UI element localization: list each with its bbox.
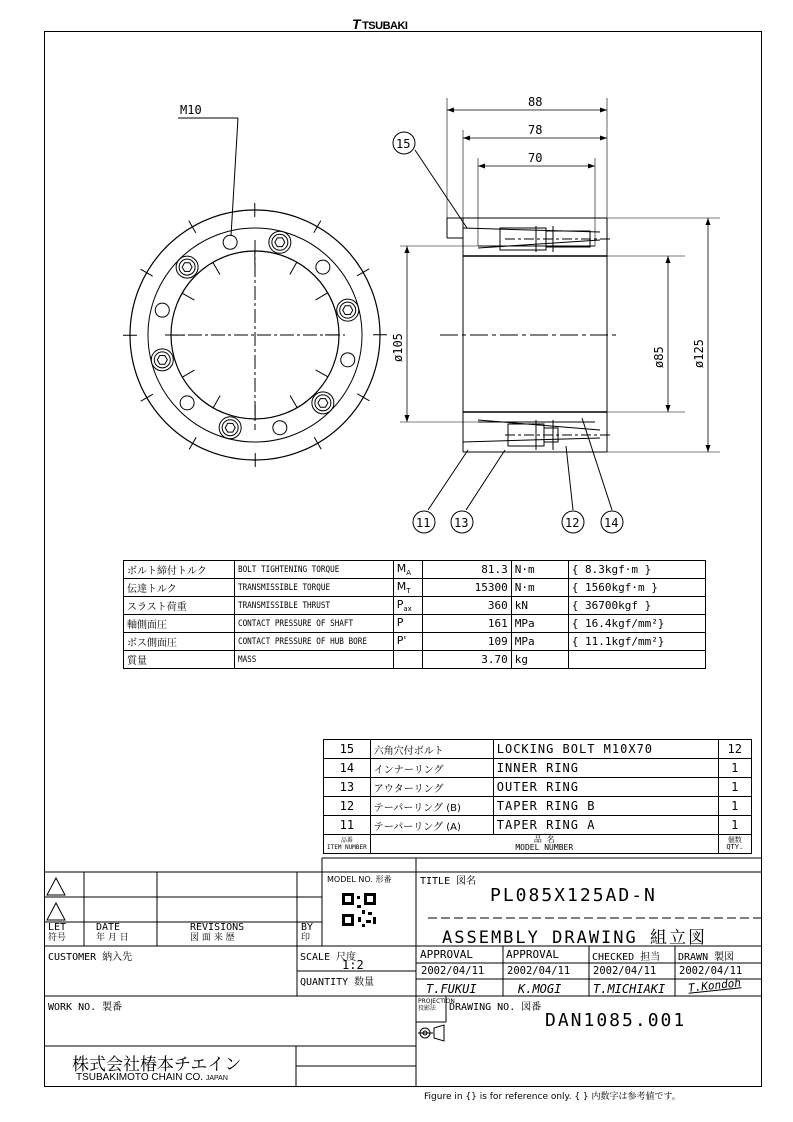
spec-jp-cell: スラスト荷重 — [124, 597, 235, 615]
company-name-en: TSUBAKIMOTO CHAIN CO. JAPAN — [76, 1072, 228, 1083]
front-view — [123, 118, 387, 467]
parts-en-cell: TAPER RING A — [493, 816, 718, 835]
title-label: TITLE 図名 — [420, 876, 477, 887]
spec-ref-cell — [568, 651, 705, 669]
projection-label: PROJECTION 投影法 — [418, 998, 455, 1012]
approval1-name: T.FUKUI — [426, 982, 477, 996]
checked-date: 2002/04/11 — [593, 965, 657, 977]
balloons — [393, 132, 623, 533]
spec-en-cell: BOLT TIGHTENING TORQUE — [235, 561, 370, 579]
approval2-label: APPROVAL — [506, 948, 559, 961]
radial-mark — [213, 262, 220, 274]
checked-label: CHECKED 担当 — [592, 952, 661, 963]
radial-mark — [316, 293, 328, 300]
dim-dia-105: ø105 — [391, 333, 405, 362]
spec-sym-cell: $M_T$ — [393, 579, 422, 597]
spec-val-cell: 15300 — [422, 579, 511, 597]
item-jp: 品番 — [340, 837, 353, 844]
radial-mark — [141, 269, 153, 276]
spec-row — [124, 597, 706, 615]
dim-dia-125: ø125 — [692, 339, 706, 368]
spec-sym-cell — [393, 651, 422, 669]
bolt-head-inner — [340, 302, 356, 318]
hex-socket — [182, 263, 192, 272]
tapped-hole — [341, 353, 355, 367]
radial-mark — [189, 437, 196, 449]
parts-qty-cell: 1 — [718, 778, 751, 797]
spec-val-cell: 81.3 — [422, 561, 511, 579]
radial-mark — [357, 394, 369, 401]
parts-no-cell: 12 — [324, 797, 371, 816]
spec-unit-cell: kN — [511, 597, 568, 615]
parts-jp-cell: テーパーリング (A) — [370, 816, 493, 835]
dim-dia-85: ø85 — [652, 346, 666, 368]
parts-en-cell: INNER RING — [493, 759, 718, 778]
parts-en-cell: TAPER RING B — [493, 797, 718, 816]
bolt-head-inner — [179, 259, 195, 275]
parts-header-row — [324, 835, 752, 854]
approval1-date: 2002/04/11 — [421, 965, 485, 977]
spec-unit-cell: N·m — [511, 561, 568, 579]
spec-sym-cell: $M_A$ — [393, 561, 422, 579]
parts-no-cell: 11 — [324, 816, 371, 835]
spec-ref-cell: { 16.4kgf/mm²} — [568, 615, 705, 633]
hex-socket — [318, 399, 328, 408]
spec-ref-cell: { 1560kgf·m } — [568, 579, 705, 597]
dimension-arrows — [405, 108, 711, 453]
parts-row — [324, 816, 752, 835]
by-label: BY 印 — [301, 922, 314, 943]
spec-jp-cell: 軸側面圧 — [124, 615, 235, 633]
balloon-15: 15 — [396, 137, 411, 151]
quantity-label: QUANTITY 数量 — [300, 977, 375, 988]
spec-ref-cell: { 8.3kgf·m } — [568, 561, 705, 579]
parts-jp-cell: インナーリング — [370, 759, 493, 778]
spec-val-cell: 109 — [422, 633, 511, 651]
spec-jp-cell: ボス側面圧 — [124, 633, 235, 651]
radial-mark — [182, 370, 194, 377]
spec-sym-cell: P — [393, 615, 422, 633]
bolt-head-inner — [315, 395, 331, 411]
spec-unit-cell: MPa — [511, 633, 568, 651]
spec-sym-cell: P' — [393, 633, 422, 651]
checked-name: T.MICHIAKI — [593, 982, 666, 996]
spec-table — [123, 560, 706, 669]
drawing-number: DAN1085.001 — [545, 1010, 687, 1031]
hex-socket — [343, 306, 353, 315]
let-label: LET 符号 — [48, 922, 67, 943]
balloon-12: 12 — [565, 516, 580, 530]
qty-en: QTY. — [726, 843, 744, 851]
drawn-name: T.Kondoh — [687, 976, 742, 995]
parts-no-cell: 14 — [324, 759, 371, 778]
qr-code-icon — [342, 893, 376, 927]
hex-socket — [157, 356, 167, 365]
bolt-size-label: M10 — [180, 103, 202, 117]
revisions-label: REVISIONS 図 面 来 歴 — [190, 922, 245, 943]
parts-row — [324, 759, 752, 778]
dim-88: 88 — [528, 95, 543, 109]
radial-mark — [213, 396, 220, 408]
parts-qty-cell: 1 — [718, 797, 751, 816]
spec-val-cell: 3.70 — [422, 651, 511, 669]
radial-mark — [357, 269, 369, 276]
approval2-date: 2002/04/11 — [507, 965, 571, 977]
spec-unit-cell: MPa — [511, 615, 568, 633]
radial-mark — [314, 221, 321, 233]
parts-row — [324, 778, 752, 797]
spec-jp-cell: 伝達トルク — [124, 579, 235, 597]
parts-qty-cell: 12 — [718, 740, 751, 759]
parts-jp-cell: テーパーリング (B) — [370, 797, 493, 816]
radial-mark — [189, 221, 196, 233]
radial-mark — [290, 396, 297, 408]
name-jp: 品 名 — [533, 835, 555, 844]
spec-ref-cell: { 36700kgf } — [568, 597, 705, 615]
spec-val-cell: 360 — [422, 597, 511, 615]
drawn-label: DRAWN 製図 — [678, 952, 735, 963]
spec-ref-cell: { 11.1kgf/mm²} — [568, 633, 705, 651]
spec-row — [124, 579, 706, 597]
logo-mark-icon: T — [352, 16, 361, 32]
scale-label: SCALE 尺度 — [300, 952, 357, 963]
parts-no-cell: 13 — [324, 778, 371, 797]
radial-mark — [316, 370, 328, 377]
tapped-hole — [223, 235, 237, 249]
approval2-name: K.MOGI — [518, 982, 562, 996]
item-en: ITEM NUMBER — [327, 844, 367, 851]
spec-en-cell: TRANSMISSIBLE THRUST — [235, 597, 370, 615]
spec-en-cell: TRANSMISSIBLE TORQUE — [235, 579, 370, 597]
parts-row — [324, 797, 752, 816]
drawing-title: ASSEMBLY DRAWING 組立図 — [442, 928, 707, 948]
parts-en-cell: OUTER RING — [493, 778, 718, 797]
radial-mark — [141, 394, 153, 401]
side-view — [400, 98, 720, 510]
spec-unit-cell: N·m — [511, 579, 568, 597]
balloon-14: 14 — [604, 516, 619, 530]
date-label: DATE 年 月 日 — [96, 922, 129, 943]
parts-qty-cell: 1 — [718, 759, 751, 778]
balloon-13: 13 — [454, 516, 469, 530]
reference-footnote: Figure in {} is for reference only. { } 内数字は参考値です。 — [424, 1092, 681, 1102]
spec-row — [124, 561, 706, 579]
radial-mark — [290, 262, 297, 274]
spec-unit-cell: kg — [511, 651, 568, 669]
tapped-hole — [273, 421, 287, 435]
parts-row — [324, 740, 752, 759]
hex-socket — [275, 238, 285, 247]
spec-row — [124, 615, 706, 633]
name-en: MODEL NUMBER — [515, 843, 574, 852]
hex-socket — [225, 423, 235, 432]
spec-sym-cell: $P_{ax}$ — [393, 597, 422, 615]
radial-mark — [182, 293, 194, 300]
spec-row — [124, 633, 706, 651]
scale-value: 1:2 — [342, 958, 364, 972]
drawing-no-label: DRAWING NO. 図番 — [449, 1002, 542, 1013]
spec-val-cell: 161 — [422, 615, 511, 633]
projection-symbol-icon — [418, 1025, 444, 1041]
dim-70: 70 — [528, 151, 543, 165]
spec-row — [124, 651, 706, 669]
model-number: PL085X125AD-N — [490, 885, 657, 906]
spec-en-cell: CONTACT PRESSURE OF HUB BORE — [235, 633, 370, 651]
tapped-hole — [316, 260, 330, 274]
customer-label: CUSTOMER 納入先 — [48, 952, 133, 963]
parts-list — [323, 739, 752, 854]
model-no-label: MODEL NO. 形番 — [327, 875, 392, 884]
parts-en-cell: LOCKING BOLT M10X70 — [493, 740, 718, 759]
spec-en-cell: MASS — [235, 651, 370, 669]
qty-jp: 個数 — [727, 836, 742, 844]
tapped-hole — [155, 303, 169, 317]
parts-no-cell: 15 — [324, 740, 371, 759]
parts-jp-cell: 六角穴付ボルト — [370, 740, 493, 759]
drawn-date: 2002/04/11 — [679, 965, 743, 977]
tsubaki-logo: T TSUBAKI — [352, 16, 408, 32]
spec-jp-cell: ボルト締付トルク — [124, 561, 235, 579]
work-no-label: WORK NO. 製番 — [48, 1002, 123, 1013]
balloon-11: 11 — [416, 516, 431, 530]
parts-qty-cell: 1 — [718, 816, 751, 835]
radial-mark — [314, 437, 321, 449]
approval1-label: APPROVAL — [420, 948, 473, 961]
company-name-jp: 株式会社椿本チエイン — [72, 1055, 242, 1075]
parts-jp-cell: アウターリング — [370, 778, 493, 797]
spec-en-cell: CONTACT PRESSURE OF SHAFT — [235, 615, 370, 633]
spec-jp-cell: 質量 — [124, 651, 235, 669]
bolt-head-inner — [154, 352, 170, 368]
dim-78: 78 — [528, 123, 543, 137]
tapped-hole — [180, 396, 194, 410]
